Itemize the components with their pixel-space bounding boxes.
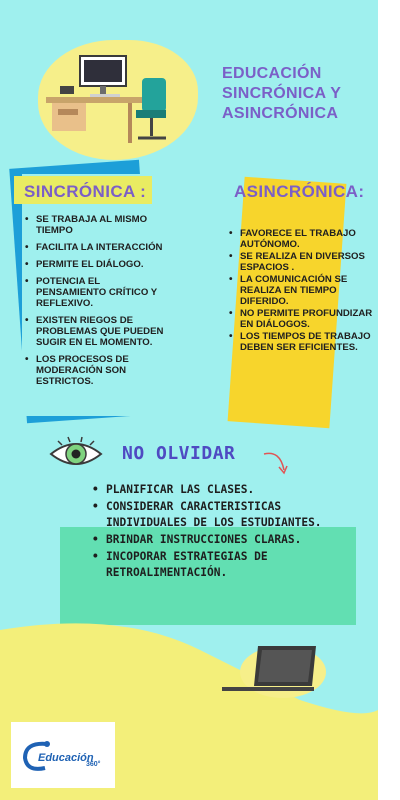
- list-item: • FAVORECE EL TRABAJO AUTÓNOMO.: [226, 228, 378, 250]
- arrow-icon: [262, 448, 290, 478]
- list-item: • LA COMUNICACIÓN SE REALIZA EN TIEMPO DIFERIDO.: [226, 274, 378, 307]
- list-item: • POTENCIA EL PENSAMIENTO CRÍTICO Y REFLEXIVO.: [22, 276, 164, 309]
- asincronica-heading: ASINCRÓNICA:: [234, 182, 365, 201]
- desk-illustration-icon: [40, 48, 190, 148]
- sincronica-list: [22, 214, 164, 393]
- list-item: • FACILITA LA INTERACCIÓN: [22, 242, 164, 253]
- title-line-3: ASINCRÓNICA: [222, 105, 339, 122]
- list-item: • PERMITE EL DIÁLOGO.: [22, 259, 164, 270]
- laptop-icon: [220, 640, 330, 700]
- title-line-1: EDUCACIÓN: [222, 65, 322, 82]
- list-item: • LOS PROCESOS DE MODERACIÓN SON ESTRICTOS.: [22, 354, 164, 387]
- logo-number: 360°: [86, 761, 101, 768]
- list-item: • NO PERMITE PROFUNDIZAR EN DIÁLOGOS.: [226, 308, 378, 330]
- right-margin: [378, 0, 400, 800]
- page-title: [222, 64, 378, 124]
- sincronica-heading: SINCRÓNICA :: [24, 182, 147, 201]
- list-item: • PLANIFICAR LAS CLASES.: [92, 482, 354, 498]
- list-item: • INCOPORAR ESTRATEGIAS DE RETROALIMENTACIÓN.: [92, 549, 354, 581]
- reminder-heading: NO OLVIDAR: [122, 443, 236, 464]
- list-item: • CONSIDERAR CARACTERISTICAS INDIVIDUALES DE LOS ESTUDIANTES.: [92, 499, 354, 531]
- list-item: • SE TRABAJA AL MISMO TIEMPO: [22, 214, 164, 236]
- eye-icon: [48, 436, 104, 472]
- list-item: • SE REALIZA EN DIVERSOS ESPACIOS .: [226, 251, 378, 273]
- list-item: • BRINDAR INSTRUCCIONES CLARAS.: [92, 532, 354, 548]
- title-line-2: SINCRÓNICA Y: [222, 85, 342, 102]
- asincronica-list: [226, 228, 378, 354]
- logo-text: Educación: [38, 752, 94, 764]
- list-item: • EXISTEN RIEGOS DE PROBLEMAS QUE PUEDEN SUGIR EN EL MOMENTO.: [22, 315, 164, 348]
- list-item: • LOS TIEMPOS DE TRABAJO DEBEN SER EFICIENTES.: [226, 331, 378, 353]
- reminder-list: [92, 482, 354, 582]
